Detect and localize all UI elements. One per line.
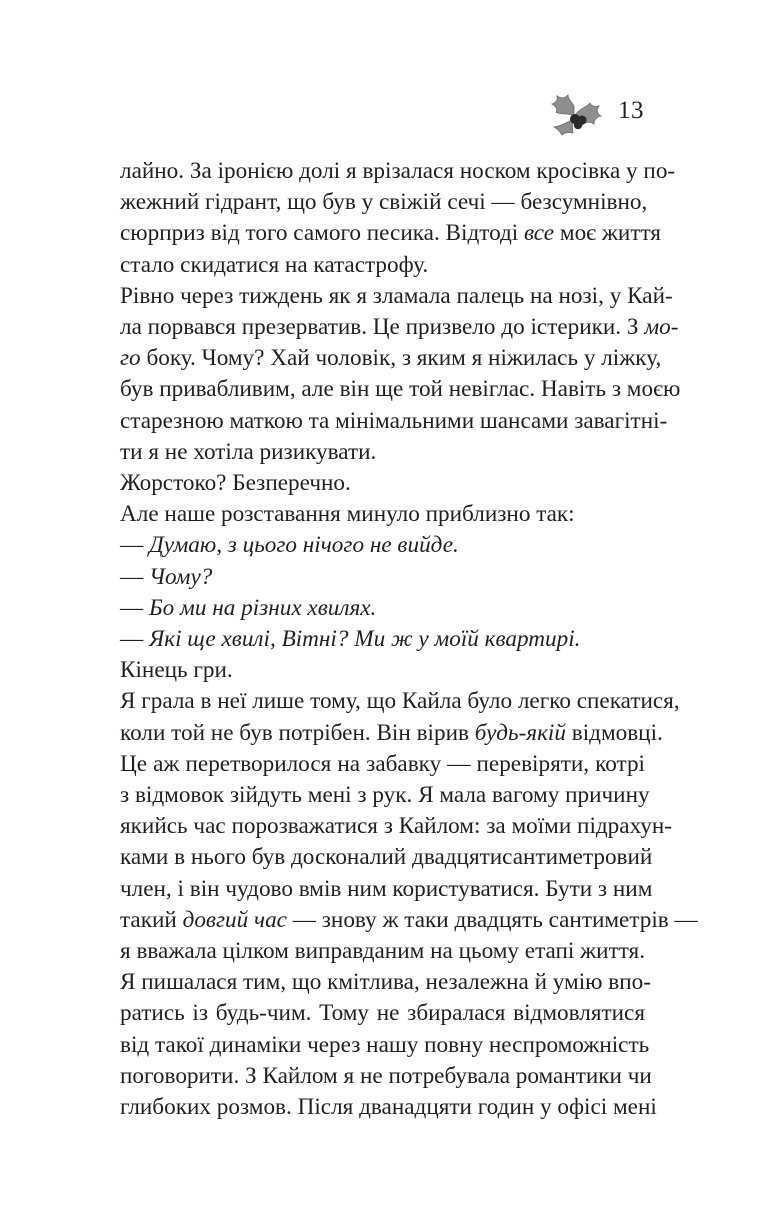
text-segment: сюрприз від того самого песика. Відтоді xyxy=(120,220,525,247)
text-line xyxy=(120,312,679,343)
text-segment: — xyxy=(120,594,149,621)
text-segment: Я грала в неї лише тому, що Кайла було легко спекатися, xyxy=(120,688,680,715)
italic-text: будь-якій xyxy=(474,719,566,746)
body-text xyxy=(120,156,698,1123)
text-line xyxy=(120,811,673,842)
text-line xyxy=(120,156,676,187)
text-segment: Кінець гри. xyxy=(120,657,233,684)
text-segment: моє життя xyxy=(554,220,661,247)
text-line xyxy=(120,187,648,218)
text-segment: Жорстоко? Безперечно. xyxy=(120,470,351,497)
text-line xyxy=(120,749,645,780)
text-line xyxy=(120,1092,657,1123)
text-segment: коли той не був потрібен. Він вірив xyxy=(120,719,475,746)
text-line xyxy=(120,1061,652,1092)
text-segment: відмовці. xyxy=(565,719,663,746)
italic-text: все xyxy=(524,220,555,247)
text-line xyxy=(120,998,645,1029)
text-segment: лайно. За іронією долі я врізалася носком кросівка у по- xyxy=(120,158,676,184)
text-segment: якийсь час порозважатися з Кайлом: за моїми підрахун- xyxy=(120,813,673,840)
text-segment: — xyxy=(120,563,149,590)
text-segment: — xyxy=(120,532,149,559)
text-line xyxy=(120,218,661,249)
text-line xyxy=(120,655,645,686)
text-segment: такий xyxy=(120,906,183,933)
text-segment: ками в нього був досконалий двадцятисантиметровий xyxy=(120,844,653,871)
text-segment: стало скидатися на катастрофу. xyxy=(120,251,429,278)
text-line xyxy=(120,281,673,312)
text-segment: Це аж перетворилося на забавку — перевіряти, котрі xyxy=(120,750,645,777)
text-line xyxy=(120,593,645,624)
text-line xyxy=(120,967,651,998)
text-line xyxy=(120,437,645,468)
page-header xyxy=(544,86,644,136)
text-line xyxy=(120,686,680,717)
holly-icon xyxy=(544,86,606,136)
italic-text: Думаю, з цього нічого не вийде. xyxy=(148,532,459,559)
text-segment: жежний гідрант, що був у свіжій сечі — безсумнівно, xyxy=(120,189,648,216)
text-line xyxy=(120,905,698,936)
text-segment: Я пишалася тим, що кмітлива, незалежна й умію впо- xyxy=(120,969,651,996)
text-segment: — знову ж таки двадцять сантиметрів — xyxy=(286,906,698,933)
italic-text: Які ще хвилі, Вітні? Ми ж у моїй квартирі. xyxy=(148,626,581,653)
text-line xyxy=(120,499,645,530)
text-segment: я вважала цілком виправданим на цьому етапі життя. xyxy=(120,938,645,965)
italic-text: го xyxy=(120,345,141,372)
text-segment: глибоких розмов. Після дванадцяти годин у офісі мені xyxy=(120,1094,657,1121)
text-line xyxy=(120,250,645,281)
text-line xyxy=(120,562,645,593)
text-segment: був привабливим, але він ще той невіглас. Навіть з моєю xyxy=(120,376,681,403)
text-line xyxy=(120,718,663,749)
text-line xyxy=(120,842,653,873)
text-segment: ла порвався презерватив. Це призвело до істерики. З xyxy=(120,314,645,341)
text-line xyxy=(120,624,645,655)
text-line xyxy=(120,530,645,561)
text-segment: — xyxy=(120,626,149,653)
text-segment: поговорити. З Кайлом я не потребувала романтики чи xyxy=(120,1062,652,1089)
text-line xyxy=(120,468,645,499)
text-line xyxy=(120,936,645,967)
text-segment: з відмовок зійдуть мені з рук. Я мала вагому причину xyxy=(120,782,650,809)
text-segment: ратись із будь-чим. Тому не збиралася відмовлятися xyxy=(120,1000,645,1027)
italic-text: мо- xyxy=(644,314,679,341)
text-segment: старезною маткою та мінімальними шансами завагітні- xyxy=(120,407,668,434)
text-segment: боку. Чому? Хай чоловік, з яким я ніжилась у ліжку, xyxy=(140,345,662,372)
text-line xyxy=(120,874,653,905)
text-segment: член, і він чудово вмів ним користуватися. Бути з ним xyxy=(120,875,653,902)
text-line xyxy=(120,780,650,811)
text-line xyxy=(120,374,681,405)
italic-text: Чому? xyxy=(148,563,213,590)
text-line xyxy=(120,406,668,437)
text-line xyxy=(120,1030,650,1061)
italic-text: довгий час xyxy=(182,906,287,933)
italic-text: Бо ми на різних хвилях. xyxy=(148,594,377,621)
text-segment: Але наше розставання минуло приблизно так: xyxy=(120,501,575,528)
page-number: 13 xyxy=(618,97,644,124)
text-line xyxy=(120,343,662,374)
text-segment: ти я не хотіла ризикувати. xyxy=(120,438,377,465)
text-segment: Рівно через тиждень як я зламала палець на нозі, у Кай- xyxy=(120,282,673,309)
text-segment: від такої динаміки через нашу повну неспроможність xyxy=(120,1031,650,1058)
